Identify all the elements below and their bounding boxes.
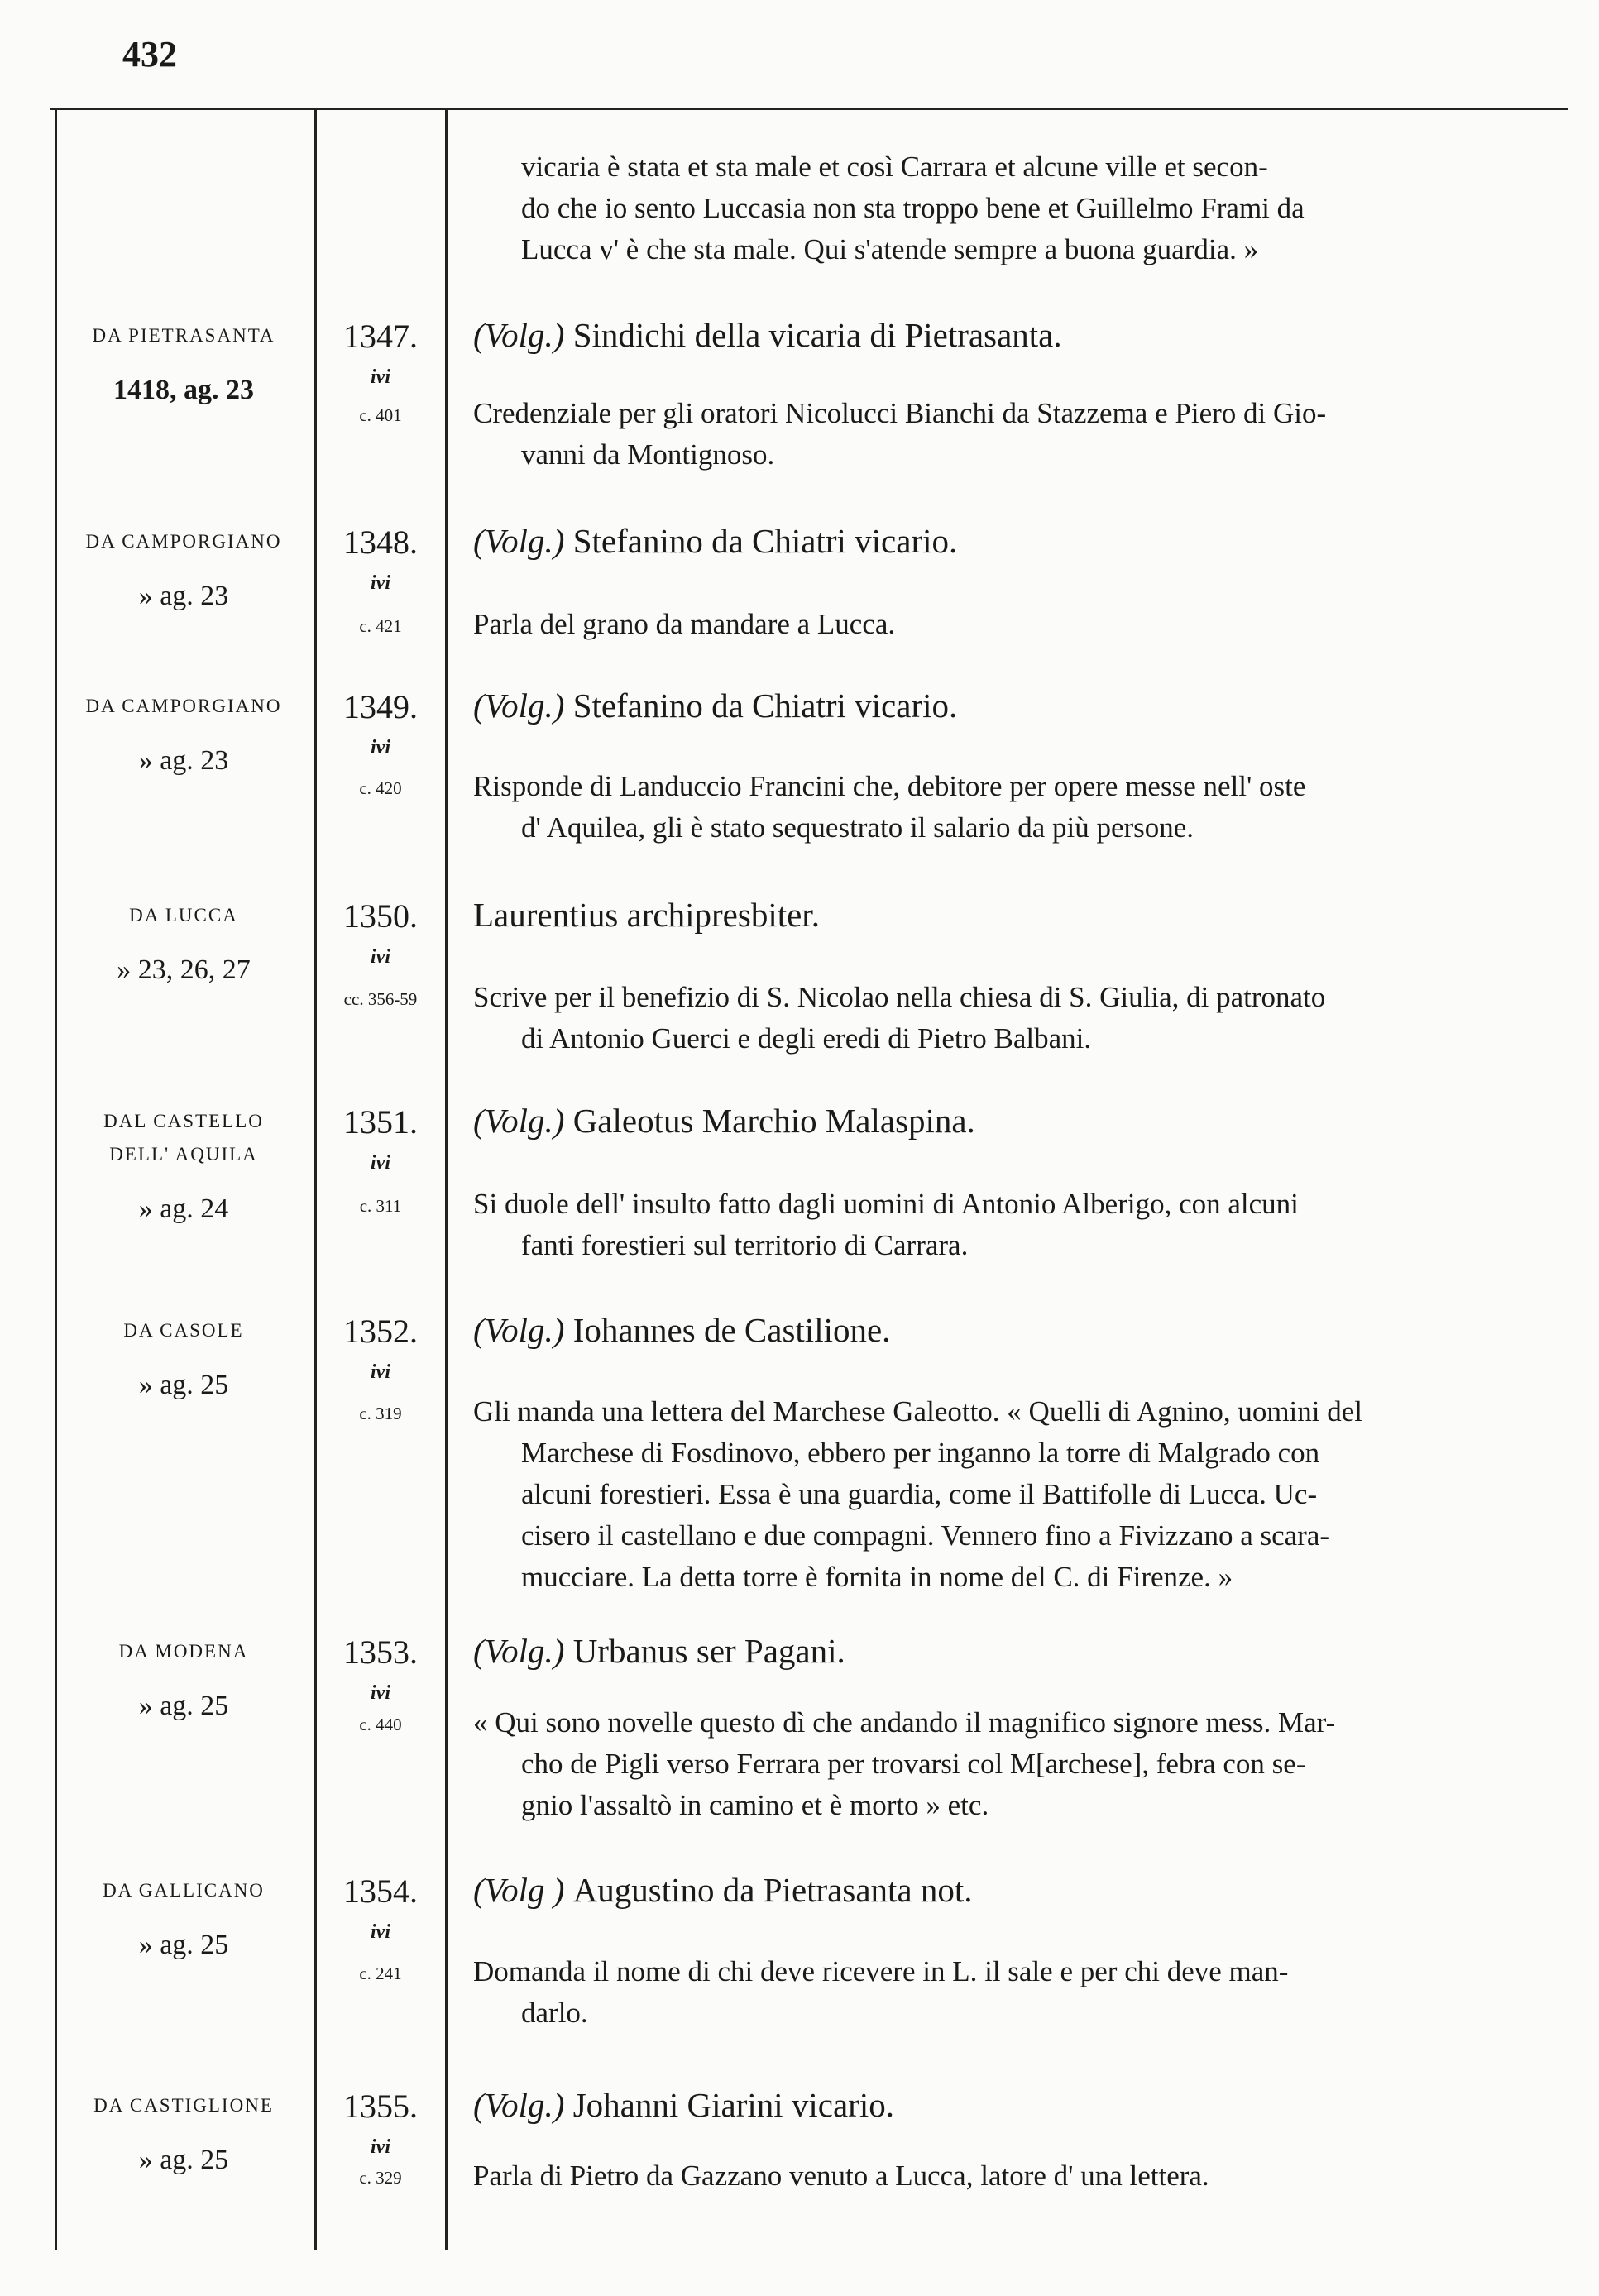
entry-place: DA MODENA [118, 1641, 249, 1662]
entry-ivi: ivi [371, 946, 390, 968]
entry-place: DAL CASTELLO [103, 1111, 264, 1131]
entry-sender: Urbanus ser Pagani. [572, 1632, 845, 1670]
entry-title [473, 1870, 973, 1910]
entry-title [473, 895, 820, 935]
entry-date: 1418, ag. 23 [113, 375, 254, 405]
entry-title [473, 1101, 975, 1141]
column-divider [445, 108, 448, 2250]
entry-place: DA CASOLE [123, 1320, 244, 1341]
entry-folio: c. 329 [359, 2168, 402, 2188]
volgare-marker: (Volg.) [473, 2086, 573, 2124]
entry-sender: Augustino da Pietrasanta not. [572, 1871, 973, 1909]
entry-summary-line: Parla di Pietro da Gazzano venuto a Lucca, latore d' una lettera. [473, 2160, 1209, 2192]
entry-folio: c. 319 [359, 1404, 402, 1423]
entry-ivi: ivi [371, 366, 390, 388]
volgare-marker: (Volg.) [473, 522, 573, 560]
entry-date: » ag. 25 [138, 2145, 229, 2175]
entry-date: » ag. 24 [138, 1193, 229, 1224]
entry-folio: c. 401 [359, 405, 402, 425]
entry-folio: cc. 356-59 [343, 989, 418, 1009]
entry-place: DELL' AQUILA [109, 1144, 258, 1165]
entry-sender: Stefanino da Chiatri vicario. [572, 686, 958, 725]
entry-number: 1353. [343, 1634, 418, 1671]
continuation-line: Lucca v' è che sta male. Qui s'atende sempre a buona guardia. » [521, 233, 1259, 265]
entry-sender: Johanni Giarini vicario. [572, 2086, 894, 2124]
entry-title [473, 521, 957, 561]
entry-date: » ag. 23 [138, 745, 229, 776]
entry-sender: Galeotus Marchio Malaspina. [572, 1102, 975, 1140]
entry-number: 1348. [343, 524, 418, 561]
entry-ivi: ivi [371, 1152, 390, 1174]
entry-date: » ag. 25 [138, 1370, 229, 1400]
entry-summary-line: fanti forestieri sul territorio di Carrara. [521, 1229, 969, 1261]
entry-ivi: ivi [371, 1682, 390, 1704]
volgare-marker: (Volg.) [473, 686, 573, 725]
entry-place: DA CASTIGLIONE [93, 2095, 274, 2116]
volgare-marker: (Volg.) [473, 1632, 573, 1670]
column-divider [55, 108, 57, 2250]
entry-number: 1355. [343, 2088, 418, 2125]
entry-ivi: ivi [371, 2136, 390, 2158]
entry-number: 1350. [343, 897, 418, 935]
entry-place: DA CAMPORGIANO [85, 531, 282, 552]
entry-title [473, 1631, 845, 1671]
entry-sender: Sindichi della vicaria di Pietrasanta. [572, 316, 1062, 354]
entry-summary-line: cho de Pigli verso Ferrara per trovarsi col M[archese], febra con se- [521, 1748, 1306, 1780]
entry-date: » 23, 26, 27 [117, 954, 251, 985]
entry-summary-line: cisero il castellano e due compagni. Vennero fino a Fivizzano a scara- [521, 1519, 1330, 1552]
entry-ivi: ivi [371, 1361, 390, 1383]
entry-sender: Laurentius archipresbiter. [473, 896, 820, 934]
entry-ivi: ivi [371, 1921, 390, 1943]
entry-summary-line: Risponde di Landuccio Francini che, debitore per opere messe nell' oste [473, 770, 1306, 802]
entry-folio: c. 421 [359, 616, 402, 636]
volgare-marker: (Volg.) [473, 1311, 573, 1349]
continuation-line: do che io sento Luccasia non sta troppo bene et Guillelmo Frami da [521, 192, 1305, 224]
entry-summary-line: Marchese di Fosdinovo, ebbero per inganno la torre di Malgrado con [521, 1437, 1320, 1469]
entry-folio: c. 241 [359, 1964, 402, 1983]
entry-summary-line: darlo. [521, 1997, 588, 2029]
entry-summary-line: Scrive per il benefizio di S. Nicolao nella chiesa di S. Giulia, di patronato [473, 981, 1326, 1013]
entry-title [473, 1310, 890, 1350]
entry-ivi: ivi [371, 572, 390, 594]
entry-summary-line: Si duole dell' insulto fatto dagli uomini di Antonio Alberigo, con alcuni [473, 1188, 1299, 1220]
entry-summary-line: vanni da Montignoso. [521, 438, 775, 471]
entry-place: DA PIETRASANTA [92, 325, 275, 346]
entry-summary-line: Domanda il nome di chi deve ricevere in L. il sale e per chi deve man- [473, 1955, 1289, 1987]
entry-date: » ag. 23 [138, 581, 229, 611]
entry-title [473, 686, 957, 725]
entry-number: 1351. [343, 1103, 418, 1141]
entry-number: 1347. [343, 318, 418, 355]
entry-date: » ag. 25 [138, 1691, 229, 1721]
entry-date: » ag. 25 [138, 1930, 229, 1960]
volgare-marker: (Volg ) [473, 1871, 573, 1909]
entry-place: DA LUCCA [129, 905, 238, 926]
top-rule [50, 108, 1568, 110]
entry-summary-line: di Antonio Guerci e degli eredi di Pietro Balbani. [521, 1022, 1092, 1055]
continuation-line: vicaria è stata et sta male et così Carrara et alcune ville et secon- [521, 151, 1268, 183]
volgare-marker: (Volg.) [473, 1102, 573, 1140]
entry-place: DA CAMPORGIANO [85, 696, 282, 716]
entry-summary-line: Gli manda una lettera del Marchese Galeotto. « Quelli di Agnino, uomini del [473, 1395, 1363, 1428]
entry-sender: Stefanino da Chiatri vicario. [572, 522, 958, 560]
entry-number: 1349. [343, 688, 418, 725]
entry-sender: Iohannes de Castilione. [572, 1311, 891, 1349]
entry-number: 1352. [343, 1313, 418, 1350]
entry-title [473, 2085, 894, 2125]
entry-title [473, 315, 1062, 355]
page-number: 432 [122, 34, 177, 74]
entry-summary-line: Credenziale per gli oratori Nicolucci Bianchi da Stazzema e Piero di Gio- [473, 397, 1327, 429]
entry-summary-line: mucciare. La detta torre è fornita in nome del C. di Firenze. » [521, 1561, 1233, 1593]
entry-summary-line: gnio l'assaltò in camino et è morto » etc. [521, 1789, 989, 1821]
entry-number: 1354. [343, 1873, 418, 1910]
entry-folio: c. 420 [359, 778, 402, 798]
entry-folio: c. 311 [359, 1196, 402, 1216]
entry-summary-line: d' Aquilea, gli è stato sequestrato il salario da più persone. [521, 811, 1194, 844]
entry-summary-line: alcuni forestieri. Essa è una guardia, come il Battifolle di Lucca. Uc- [521, 1478, 1318, 1510]
entry-place: DA GALLICANO [103, 1880, 265, 1901]
entry-folio: c. 440 [359, 1715, 402, 1734]
volgare-marker: (Volg.) [473, 316, 573, 354]
entry-summary-line: « Qui sono novelle questo dì che andando il magnifico signore mess. Mar- [473, 1706, 1336, 1739]
entry-summary-line: Parla del grano da mandare a Lucca. [473, 608, 896, 640]
entry-ivi: ivi [371, 737, 390, 758]
column-divider [314, 108, 317, 2250]
